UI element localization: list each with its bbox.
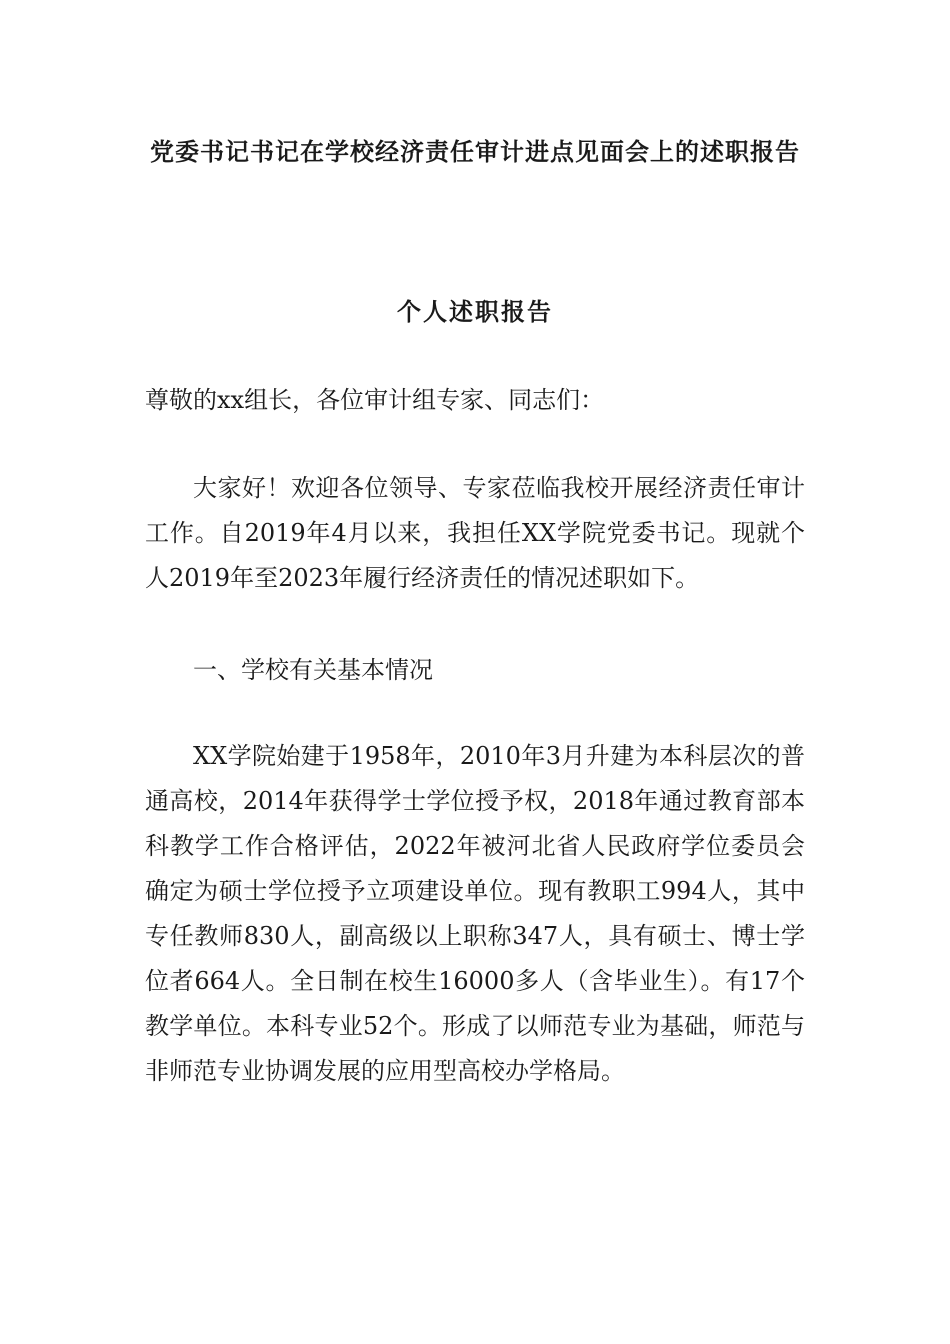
document-subtitle: 个人述职报告: [397, 297, 553, 326]
school-basic-info-paragraph: XX学院始建于1958年，2010年3月升建为本科层次的普通高校，2014年获得学士学位授予权，2018年通过教育部本科教学工作合格评估，2022年被河北省人民政府学位委员会确定为硕士学位授予立项建设单位。现有教职工994人，其中专任教师830人，副高级以上职称347人，具有硕士、博士学位者664人。全日制在校生16000多人（含毕业生）。有17个教学单位。本科专业52个。形成了以师范专业为基础，师范与非师范专业协调发展的应用型高校办学格局。: [145, 742, 805, 1085]
opening-paragraph: 大家好！欢迎各位领导、专家莅临我校开展经济责任审计工作。自2019年4月以来，我担任XX学院党委书记。现就个人2019年至2023年履行经济责任的情况述职如下。: [145, 474, 805, 592]
salutation: 尊敬的xx组长，各位审计组专家、同志们：: [145, 386, 605, 414]
document-title: 党委书记书记在学校经济责任审计进点见面会上的述职报告: [150, 137, 800, 166]
section-heading-basic-info: 一、学校有关基本情况: [193, 656, 433, 684]
